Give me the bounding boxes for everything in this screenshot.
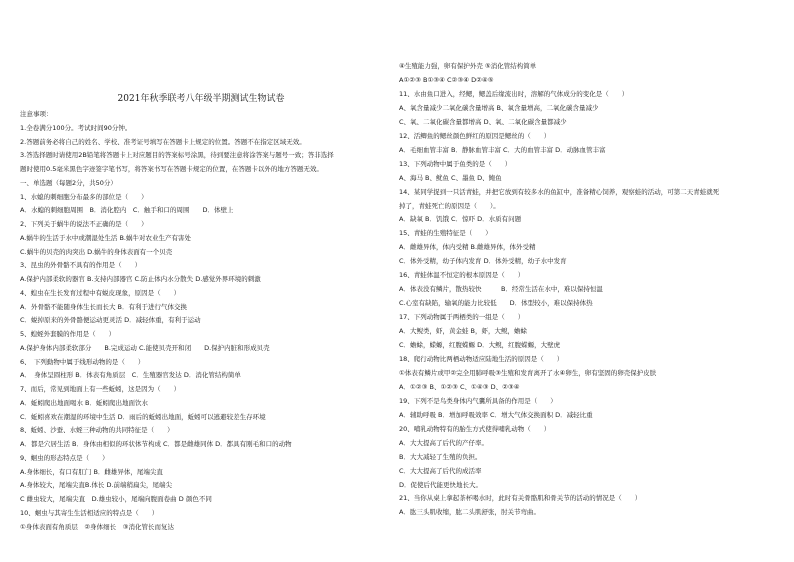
left-line: C．蜕掉原来的外骨骼便运动更灵活 D．减轻体重，有利于运动 bbox=[20, 316, 201, 325]
right-column bbox=[397, 0, 779, 562]
right-line: 12、活鲫鱼的鳃丝颜色鲜红的原因是鳃丝的（ ） bbox=[399, 131, 551, 140]
right-line: C.心室有缺陷，输氧的能力比较低 D．体型较小，难以保持体热 bbox=[399, 299, 593, 308]
right-line: C．体外受精，幼子体内发育 D．体外受精，幼子水中发育 bbox=[399, 257, 567, 266]
right-line: A．①②③ B、①②③ C、①④③ D、②③④ bbox=[399, 382, 520, 391]
right-line: B．大大减轻了生殖的负担。 bbox=[399, 452, 482, 461]
left-line: C 雌虫较大，尾端尖直 D.雄虫较小，尾端向腹面卷曲 D 颜色不同 bbox=[20, 495, 212, 503]
right-line: 18、爬行动物比两栖动物适应陆地生活的原因是（ ） bbox=[399, 354, 564, 363]
left-line: C．蚯蚓喜欢在潮湿的环境中生活 D．雨后的蚯蚓出地面，蚯蚓可以逃避较差生存环境 bbox=[20, 412, 266, 421]
right-line: 掉了，青蛙死亡的原因是（ ）。 bbox=[399, 201, 500, 210]
right-line: A、氧含量减少二氧化碳含量增高 B、氧含量增高，二氧化碳含量减少 bbox=[399, 103, 599, 112]
left-line: 7、而后，常见到地面上有一些蚯蚓，这是因为（ ） bbox=[20, 385, 181, 393]
right-line: A．缺氧 B．饥饿 C．惊吓 D．水质有问题 bbox=[399, 215, 522, 224]
left-line: 10、蛔虫与其寄生生活相适应的特点是（ ） bbox=[20, 508, 159, 517]
left-line: A.身体细长，有口有肛门 B．雌雄异体，尾端尖直 bbox=[20, 467, 163, 476]
left-line: 3.答选择题时请使用2B铅笔将答题卡上对应题目的答案标号涂黑，待到要注意将涂答案与题号一致；答非选择 bbox=[20, 151, 334, 160]
right-line: A．肱三头肌收缩，肱二头肌舒张，肘关节弯曲。 bbox=[399, 508, 540, 517]
right-line: 11、水由鱼口进入，经鳃，鳃盖后缘流出时，溶解的气体成分的变化是（ ） bbox=[399, 89, 629, 98]
right-line: A．体表没有鳞片，散热较快 B．经常生活在水中，难以保持恒温 bbox=[399, 285, 603, 294]
right-line: A．大鲵类，虾，黄金蛙 B，虾，大鲵，蟾蜍 bbox=[399, 327, 527, 336]
left-line: A.蜗牛的生活于水中或潮湿处生活 B.蜗牛对农业生产有害处 bbox=[20, 233, 191, 242]
left-line: A．蚯蚓爬出地面喝水 B．蚯蚓爬出地面饮水 bbox=[20, 398, 148, 407]
left-line: A.保护身体内部柔软部分 B.完成运动 C.能使贝壳开和闭 D.保护内脏和形成贝壳 bbox=[20, 343, 270, 352]
right-line: ①体表有鳞片或甲②完全用肺呼吸③生殖和发育离开了水④卵生，卵有坚固的卵壳保护皮肤 bbox=[399, 368, 657, 377]
left-line: 9、蛔虫的形态特点是（ ） bbox=[20, 453, 109, 462]
right-line: A．大大提高了后代的产仔率。 bbox=[399, 438, 488, 447]
right-line: A①②③ B①③④ C②③④ D②④⑤ bbox=[399, 75, 494, 84]
right-line: ④生殖能力强，卵有保护外壳 ⑤消化管结构简单 bbox=[399, 62, 537, 70]
left-line: 1、水螅的刺细胞分布最多的部位是（ ） bbox=[20, 192, 148, 201]
right-line: 16、青蛙体温不恒定的根本原因是（ ） bbox=[399, 271, 525, 280]
right-line: A．雌雄异体，体内受精 B.雌雄异体，体外受精 bbox=[399, 243, 536, 252]
left-line: 一、单选题（每题2分，共50分） bbox=[20, 178, 117, 187]
left-line: A．水螅的刺细胞周围 B．消化腔内 C．触手和口的周围 D．体壁上 bbox=[20, 206, 234, 215]
left-line: 3、昆虫的外骨骼不具有的作用是（ ） bbox=[20, 261, 142, 270]
exam-title: 2021年秋季联考八年级半期测试生物试卷 bbox=[117, 94, 285, 104]
left-line: A.保护内部柔软的器官 B.支持内部器官 C.防止体内水分散失 D.感觉外界环境的刺激 bbox=[20, 275, 261, 283]
left-line: 2.答题前务必将自己的姓名、学校、准考证号填写在答题卡上规定的位置。答题不在指定区域无效。 bbox=[20, 137, 306, 146]
right-line: 21、当你从桌上拿起茶杯喝水时，此时有关骨骼肌和骨关节的活动的情况是（ ） bbox=[399, 494, 642, 503]
left-line: 5、蝗蛭外套膜的作用是（ ） bbox=[20, 330, 116, 338]
right-line: A．辅助呼吸 B．增加呼吸效率 C．增大气体交换面积 D．减轻比重 bbox=[399, 410, 593, 419]
right-line: A．毛细血管丰富 B．静脉血管丰富 C．大的血管丰富 D．动脉血管丰富 bbox=[399, 145, 606, 154]
right-line: D．促使后代能更快地长大。 bbox=[399, 480, 483, 489]
right-line: C．大大提高了后代的成活率 bbox=[399, 466, 482, 475]
left-line: C.蜗牛的贝壳的肉突出 D.蜗牛的身体表面有一个贝壳 bbox=[20, 247, 173, 256]
right-line: 15、青蛙的生殖特征是（ ） bbox=[399, 229, 492, 238]
right-line: 19、下列不是鸟类身体内气囊所具备的作用是（ ） bbox=[399, 396, 557, 405]
right-line: C、氧、二氧化碳含量都增高 D、氧、二氧化碳含量都减少 bbox=[399, 117, 567, 126]
left-line: A.身体较大，尾端尖直B.体长 D.前端稍扁尖，尾端尖 bbox=[20, 481, 173, 490]
right-line: 14、某同学捉到一只活青蛙，并把它放到有较多水的鱼缸中，准备精心饲养，观察蛙的活动，可第二天青蛙就死 bbox=[399, 187, 720, 196]
left-line: 4、蝗虫在生长发育过程中有蜕皮现象，原因是（ ） bbox=[20, 288, 181, 297]
left-line: A．外骨骼不能随身体生长而长大 B．有利于进行气体交换 bbox=[20, 302, 187, 311]
left-line: 题时使用0.5毫米黑色字迹签字笔书写，将答案书写在答题卡规定的位置，在答题卡以外的地方答题无效。 bbox=[20, 165, 323, 173]
left-column bbox=[0, 0, 382, 562]
right-line: 20、哺乳动物特有的胎生方式使得哺乳动物（ ） bbox=[399, 424, 551, 433]
left-line: ①身体表面有角质层 ②身体细长 ③消化管长而复达 bbox=[20, 522, 174, 531]
left-line: 8、蚯蚓、沙蚕、水蛭三种动物的共同特征是（ ） bbox=[20, 426, 174, 435]
left-line: A．都是穴居生活 B．身体由相似的环状体节构成 C．都是雌雄同体 D．都具有刚毛和口的动物 bbox=[20, 440, 292, 448]
left-line: 6、 下列動物中属于线形动物的是（ ） bbox=[20, 357, 145, 366]
right-line: 17、下列动物属于两栖类的一组是（ ） bbox=[399, 313, 525, 322]
right-line: C．蟾蜍，蝾螈，红腹蝾螈 D．大鲵，红腹蝾螈，大壁虎 bbox=[399, 341, 561, 349]
right-line: A、海马 B、鱿鱼 C、墨鱼 D、鲍鱼 bbox=[399, 173, 502, 182]
left-line: 1.全卷满分100分。考试时间90分钟。 bbox=[20, 123, 132, 132]
left-line: A． 身体呈圆柱形 B．体表有角质层 C．生殖器官发达 D．消化管结构简单 bbox=[20, 371, 241, 380]
left-line: 注意事项： bbox=[20, 110, 53, 118]
left-line: 2、下列关于蜗牛的说法不正确的是（ ） bbox=[20, 220, 148, 228]
right-line: 13、下列动物中属于鱼类的是（ ） bbox=[399, 159, 512, 168]
